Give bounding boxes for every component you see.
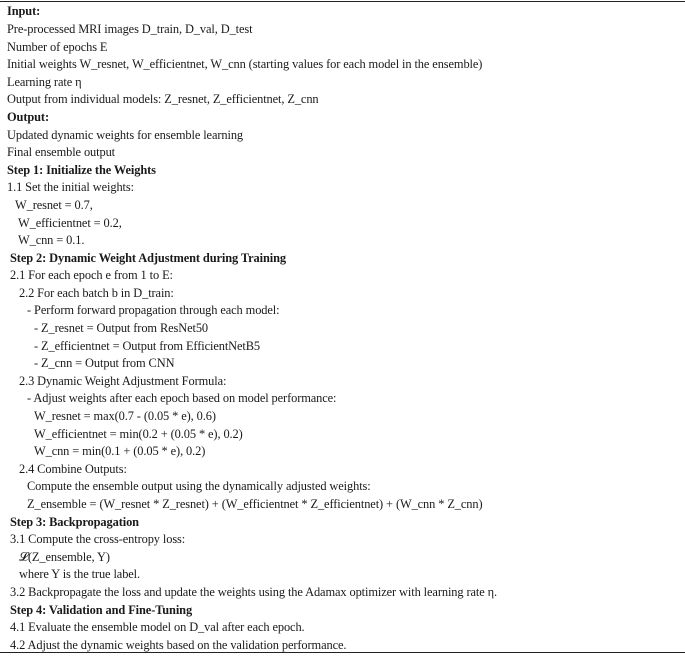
- algorithm-line: Learning rate η: [7, 75, 82, 89]
- algorithm-line: where Y is the true label.: [19, 567, 141, 581]
- algorithm-line: 2.3 Dynamic Weight Adjustment Formula:: [19, 374, 227, 388]
- algorithm-line: - Z_cnn = Output from CNN: [34, 356, 175, 370]
- section-heading: Output:: [7, 110, 49, 124]
- algorithm-line: Final ensemble output: [7, 145, 116, 159]
- section-heading: Input:: [7, 4, 41, 18]
- algorithm-line: 4.2 Adjust the dynamic weights based on the validation performance.: [10, 638, 347, 652]
- algorithm-line: 2.1 For each epoch e from 1 to E:: [10, 268, 173, 282]
- algorithm-line: W_resnet = 0.7,: [15, 198, 93, 212]
- algorithm-line: W_efficientnet = 0.2,: [18, 216, 122, 230]
- algorithm-line: Pre-processed MRI images D_train, D_val, D_test: [7, 22, 253, 36]
- algorithm-line: - Perform forward propagation through each model:: [27, 303, 280, 317]
- algorithm-line: - Adjust weights after each epoch based on model performance:: [27, 391, 337, 405]
- algorithm-line: Z_ensemble = (W_resnet * Z_resnet) + (W_efficientnet * Z_efficientnet) + (W_cnn * Z_cnn): [27, 497, 483, 511]
- bottom-rule: [0, 652, 685, 653]
- algorithm-line: Compute the ensemble output using the dynamically adjusted weights:: [27, 479, 371, 493]
- algorithm-line: W_cnn = 0.1.: [18, 233, 85, 247]
- algorithm-line: 1.1 Set the initial weights:: [7, 180, 134, 194]
- algorithm-line: W_resnet = max(0.7 - (0.05 * e), 0.6): [34, 409, 216, 423]
- section-heading: Step 1: Initialize the Weights: [7, 163, 156, 177]
- algorithm-line: Updated dynamic weights for ensemble learning: [7, 128, 244, 142]
- algorithm-line: 2.4 Combine Outputs:: [19, 462, 127, 476]
- algorithm-line: W_cnn = min(0.1 + (0.05 * e), 0.2): [34, 444, 206, 458]
- algorithm-line: W_efficientnet = min(0.2 + (0.05 * e), 0.2): [34, 427, 243, 441]
- section-heading: Step 2: Dynamic Weight Adjustment during Training: [10, 251, 286, 265]
- algorithm-line: 4.1 Evaluate the ensemble model on D_val after each epoch.: [10, 620, 305, 634]
- section-heading: Step 3: Backpropagation: [10, 515, 139, 529]
- algorithm-line: 𝓛(Z_ensemble, Y): [19, 550, 110, 564]
- algorithm-line: Output from individual models: Z_resnet, Z_efficientnet, Z_cnn: [7, 92, 319, 106]
- top-rule: [0, 1, 685, 2]
- algorithm-line: Number of epochs E: [7, 40, 108, 54]
- algorithm-line: Initial weights W_resnet, W_efficientnet, W_cnn (starting values for each model in the ensemble): [7, 57, 483, 71]
- algorithm-line: 2.2 For each batch b in D_train:: [19, 286, 174, 300]
- algorithm-line: 3.1 Compute the cross-entropy loss:: [10, 532, 186, 546]
- algorithm-line: 3.2 Backpropagate the loss and update the weights using the Adamax optimizer with learning rate η.: [10, 585, 498, 599]
- section-heading: Step 4: Validation and Fine-Tuning: [10, 603, 193, 617]
- algorithm-line: - Z_resnet = Output from ResNet50: [34, 321, 209, 335]
- algorithm-line: - Z_efficientnet = Output from EfficientNetB5: [34, 339, 261, 353]
